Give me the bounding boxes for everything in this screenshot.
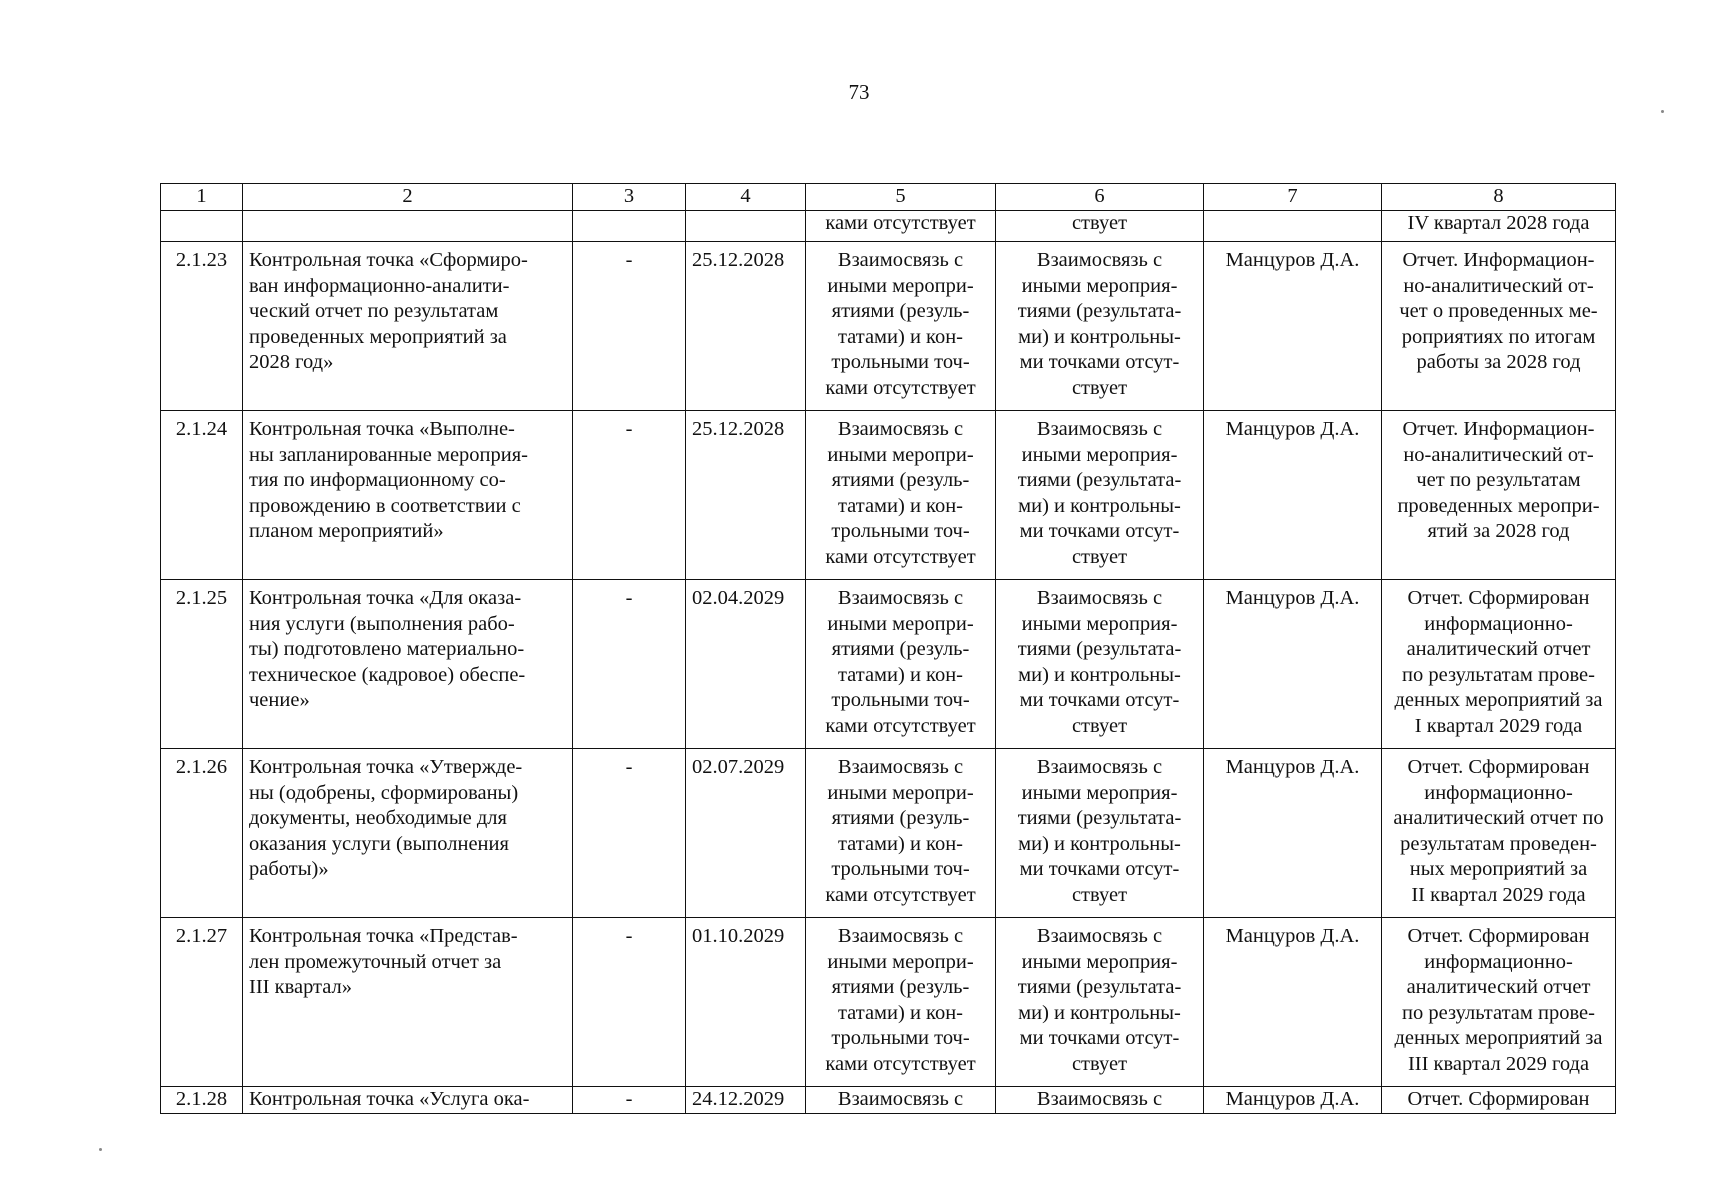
cell-date: 01.10.2029 — [686, 918, 806, 1087]
column-number-header — [161, 184, 1616, 211]
cell-date — [686, 211, 806, 242]
cell-relation-checkpoints: Взаимосвязь с иными мероприя- тиями (результата- ми) и контрольны- ми точками отсут- ствует — [996, 411, 1204, 580]
cell-relation-checkpoints: Взаимосвязь с иными мероприя- тиями (результата- ми) и контрольны- ми точками отсут- ствует — [996, 918, 1204, 1087]
cell-responsible: Манцуров Д.А. — [1204, 242, 1382, 411]
cell-responsible: Манцуров Д.А. — [1204, 918, 1382, 1087]
cell-relation-checkpoints: Взаимосвязь с — [996, 1087, 1204, 1114]
cell-relation-events: Взаимосвязь с иными меропри- ятиями (резуль- татами) и кон- трольными точ- ками отсутствует — [806, 411, 996, 580]
column-header: 6 — [996, 184, 1204, 211]
cell-name: Контрольная точка «Для оказа- ния услуги (выполнения рабо- ты) подготовлено материально- техническое (кадровое) обеспе- чение» — [243, 580, 573, 749]
cell-name — [243, 211, 573, 242]
column-header: 4 — [686, 184, 806, 211]
column-header: 2 — [243, 184, 573, 211]
column-header: 5 — [806, 184, 996, 211]
scan-speck — [99, 1148, 102, 1151]
cell-date: 25.12.2028 — [686, 242, 806, 411]
cell-name: Контрольная точка «Представ- лен промежуточный отчет за III квартал» — [243, 918, 573, 1087]
cell-responsible: Манцуров Д.А. — [1204, 580, 1382, 749]
page-number: 73 — [848, 80, 870, 104]
table-row — [161, 580, 1616, 749]
cell-number: 2.1.25 — [161, 580, 243, 749]
cell-relation-checkpoints: Взаимосвязь с иными мероприя- тиями (результата- ми) и контрольны- ми точками отсут- ствует — [996, 242, 1204, 411]
column-header: 8 — [1382, 184, 1616, 211]
table-row — [161, 1087, 1616, 1114]
cell-result: Отчет. Сформирован информационно- аналитический отчет по результатам проведен- ных мероприятий за II квартал 2029 года — [1382, 749, 1616, 918]
column-header: 7 — [1204, 184, 1382, 211]
cell-responsible: Манцуров Д.А. — [1204, 411, 1382, 580]
cell-col3: - — [573, 749, 686, 918]
scan-speck — [1661, 110, 1664, 113]
table-row — [161, 918, 1616, 1087]
cell-name: Контрольная точка «Утвержде- ны (одобрены, сформированы) документы, необходимые для оказания услуги (выполнения работы)» — [243, 749, 573, 918]
cell-col3: - — [573, 580, 686, 749]
cell-date: 25.12.2028 — [686, 411, 806, 580]
table-row — [161, 242, 1616, 411]
cell-col3: - — [573, 1087, 686, 1114]
cell-col3 — [573, 211, 686, 242]
cell-relation-checkpoints: ствует — [996, 211, 1204, 242]
cell-result: Отчет. Сформирован информационно- аналитический отчет по результатам прове- денных мероприятий за III квартал 2029 года — [1382, 918, 1616, 1087]
cell-relation-events: Взаимосвязь с иными меропри- ятиями (резуль- татами) и кон- трольными точ- ками отсутствует — [806, 242, 996, 411]
cell-date: 02.07.2029 — [686, 749, 806, 918]
cell-relation-events: Взаимосвязь с иными меропри- ятиями (резуль- татами) и кон- трольными точ- ками отсутствует — [806, 749, 996, 918]
cell-relation-events: ками отсутствует — [806, 211, 996, 242]
column-header: 3 — [573, 184, 686, 211]
cell-name: Контрольная точка «Выполне- ны запланированные мероприя- тия по информационному со- провождению в соответствии с планом мероприятий» — [243, 411, 573, 580]
cell-number: 2.1.28 — [161, 1087, 243, 1114]
cell-col3: - — [573, 918, 686, 1087]
column-header: 1 — [161, 184, 243, 211]
cell-relation-checkpoints: Взаимосвязь с иными мероприя- тиями (результата- ми) и контрольны- ми точками отсут- ствует — [996, 580, 1204, 749]
continuation-row — [161, 211, 1616, 242]
cell-number: 2.1.23 — [161, 242, 243, 411]
cell-responsible — [1204, 211, 1382, 242]
table-row — [161, 749, 1616, 918]
cell-result: Отчет. Сформирован — [1382, 1087, 1616, 1114]
cell-result: Отчет. Информацион- но-аналитический от- чет о проведенных ме- роприятиях по итогам работы за 2028 год — [1382, 242, 1616, 411]
cell-number: 2.1.24 — [161, 411, 243, 580]
table-row — [161, 411, 1616, 580]
cell-date: 02.04.2029 — [686, 580, 806, 749]
cell-col3: - — [573, 411, 686, 580]
cell-name: Контрольная точка «Сформиро- ван информационно-аналити- ческий отчет по результатам проведенных мероприятий за 2028 год» — [243, 242, 573, 411]
cell-result: Отчет. Информацион- но-аналитический от- чет по результатам проведенных меропри- ятий за 2028 год — [1382, 411, 1616, 580]
cell-number — [161, 211, 243, 242]
control-points-table — [160, 183, 1616, 1114]
cell-number: 2.1.27 — [161, 918, 243, 1087]
cell-relation-events: Взаимосвязь с иными меропри- ятиями (резуль- татами) и кон- трольными точ- ками отсутствует — [806, 580, 996, 749]
cell-result: IV квартал 2028 года — [1382, 211, 1616, 242]
cell-relation-checkpoints: Взаимосвязь с иными мероприя- тиями (результата- ми) и контрольны- ми точками отсут- ствует — [996, 749, 1204, 918]
cell-relation-events: Взаимосвязь с — [806, 1087, 996, 1114]
cell-result: Отчет. Сформирован информационно- аналитический отчет по результатам прове- денных мероприятий за I квартал 2029 года — [1382, 580, 1616, 749]
cell-col3: - — [573, 242, 686, 411]
cell-name: Контрольная точка «Услуга ока- — [243, 1087, 573, 1114]
cell-date: 24.12.2029 — [686, 1087, 806, 1114]
cell-responsible: Манцуров Д.А. — [1204, 749, 1382, 918]
cell-number: 2.1.26 — [161, 749, 243, 918]
cell-relation-events: Взаимосвязь с иными меропри- ятиями (резуль- татами) и кон- трольными точ- ками отсутствует — [806, 918, 996, 1087]
cell-responsible: Манцуров Д.А. — [1204, 1087, 1382, 1114]
